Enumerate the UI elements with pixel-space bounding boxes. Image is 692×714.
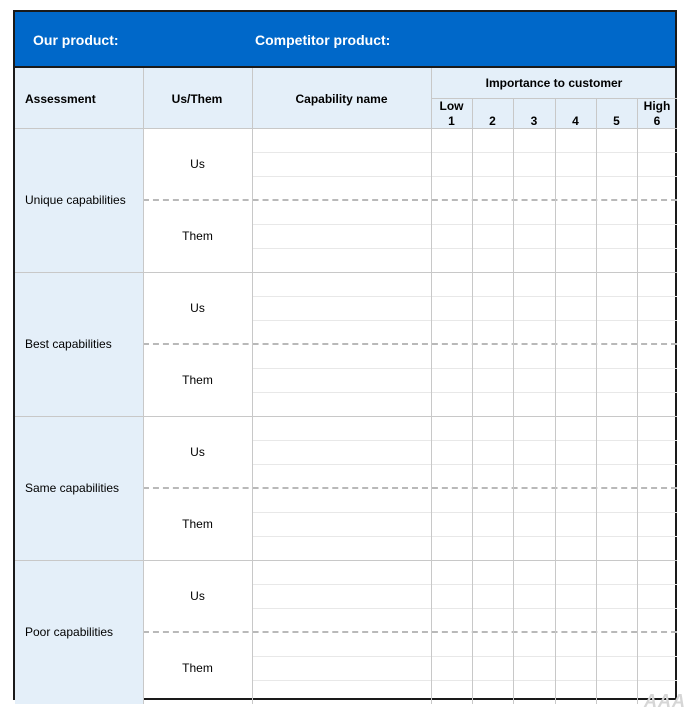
scale-column-divider (472, 98, 473, 704)
them-row-label: Them (182, 517, 213, 531)
them-row-label: Them (182, 229, 213, 243)
sub-row-line (252, 536, 677, 537)
sub-row-line (252, 248, 677, 249)
them-row-label: Them (182, 661, 213, 675)
assessment-header: Assessment (25, 92, 96, 106)
product-header-bar (15, 12, 675, 68)
importance-level-number: 6 (653, 114, 661, 128)
importance-level-number: 3 (530, 114, 538, 128)
assessment-group-label: Poor capabilities (25, 625, 114, 639)
sub-row-line (252, 176, 677, 177)
competitor-product-label: Competitor product: (255, 32, 391, 48)
column-divider (252, 68, 253, 704)
us-row-label: Us (190, 589, 205, 603)
group-divider (15, 560, 677, 561)
assessment-group-label: Unique capabilities (25, 193, 126, 207)
importance-level-label: Low (439, 99, 464, 113)
importance-header: Importance to customer (485, 76, 623, 90)
sub-row-line (252, 584, 677, 585)
assessment-group-label: Best capabilities (25, 337, 112, 351)
capability-assessment-table (13, 10, 677, 700)
our-product-label: Our product: (33, 32, 119, 48)
sub-row-line (252, 152, 677, 153)
us-them-header: Us/Them (171, 92, 223, 106)
scale-column-divider (513, 98, 514, 704)
sub-row-line (252, 608, 677, 609)
sub-row-line (252, 656, 677, 657)
sub-row-line (252, 392, 677, 393)
assessment-grid (15, 68, 675, 700)
us-row-label: Us (190, 301, 205, 315)
scale-column-divider (555, 98, 556, 704)
sub-row-line (252, 464, 677, 465)
assessment-group-label: Same capabilities (25, 481, 120, 495)
sub-row-line (252, 368, 677, 369)
sub-row-line (252, 224, 677, 225)
them-row-label: Them (182, 373, 213, 387)
sub-row-line (252, 680, 677, 681)
watermark-logo: AAA (644, 691, 686, 711)
importance-level-number: 2 (489, 114, 496, 128)
importance-level-number: 1 (448, 114, 455, 128)
scale-column-divider (596, 98, 597, 704)
group-divider (15, 272, 677, 273)
importance-level-number: 5 (613, 114, 620, 128)
column-divider (431, 68, 432, 704)
us-row-label: Us (190, 445, 205, 459)
group-divider (15, 416, 677, 417)
column-divider (143, 68, 144, 704)
sub-row-line (252, 320, 677, 321)
importance-subheader-line (431, 98, 677, 99)
scale-column-divider (637, 98, 638, 704)
sub-row-line (252, 512, 677, 513)
us-row-label: Us (190, 157, 205, 171)
importance-level-label: High (643, 99, 671, 113)
sub-row-line (252, 296, 677, 297)
group-divider (15, 128, 677, 129)
sub-row-line (252, 440, 677, 441)
capability-name-header: Capability name (295, 92, 388, 106)
importance-level-number: 4 (572, 114, 579, 128)
